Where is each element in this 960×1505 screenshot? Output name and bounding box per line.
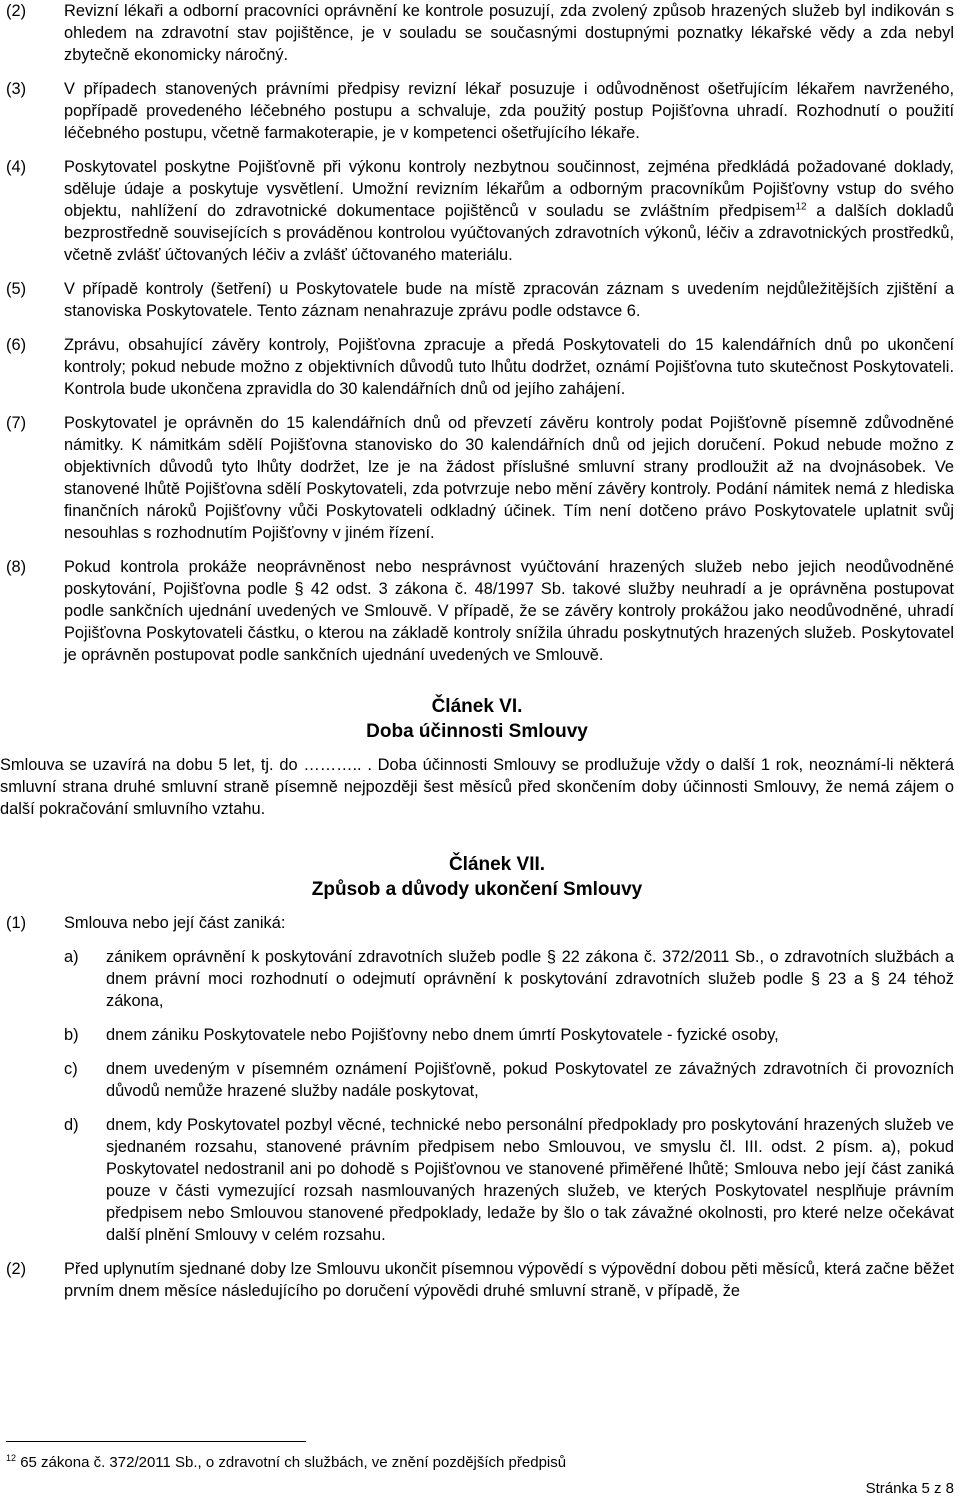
- paragraph-8: [0, 556, 954, 666]
- paragraph-text-cont: a dalších dokladů bezprostředně souvisejících s prováděnou kontrolou vyúčtovaných zdravotních výkonů, léčiv a zdravotnických prostředků, včetně zvlášť účtovaných léčiv a zvlášť účtovaného materiálu.: [64, 202, 954, 264]
- paragraph-7: [0, 412, 954, 544]
- list-text: dnem, kdy Poskytovatel pozbyl věcné, technické nebo personální předpoklady pro poskytování hrazených služeb ve sjednaném rozsahu, stanovené právním předpisem nebo Smlouvou, ve smyslu čl. III. odst. 2 písm. a), pokud Poskytovatel nedostranil ani po dohodě s Pojišťovnou ve stanovené přiměřené lhůtě; Smlouva nebo její část zaniká pouze v části vymezující rozsah nasmlouvaných hrazených služeb, ve kterých Poskytovatel nesplňuje právním předpisem nebo Smlouvou stanovené předpoklady, ledaže by šlo o tak závažné okolnosti, pro které nelze očekávat další plnění Smlouvy v celém rozsahu.: [106, 1116, 954, 1244]
- paragraph-number: (3): [6, 80, 27, 98]
- paragraph-5: [0, 278, 954, 322]
- list-item-d: [0, 1114, 954, 1246]
- list-letter: c): [64, 1060, 78, 1078]
- paragraph-text: Poskytovatel poskytne Pojišťovně při výkonu kontroly nezbytnou součinnost, zejména předkládá požadované doklady, sděluje údaje a poskytuje vysvětlení. Umožní revizním lékařům a odborným pracovníkům Pojišťovny vstup do svého objektu, nahlížení do zdravotnické dokumentace pojištěnců v souladu se zvláštním předpisem: [64, 158, 954, 220]
- list-letter: d): [64, 1116, 79, 1134]
- article-6: [0, 694, 954, 820]
- list-letter: a): [64, 948, 79, 966]
- paragraph-6: [0, 334, 954, 400]
- paragraph-text: Pokud kontrola prokáže neoprávněnost nebo nesprávnost vyúčtování hrazených služeb nebo jejich neodůvodněné poskytování, Pojišťovna podle § 42 odst. 3 zákona č. 48/1997 Sb. takové služby neuhradí a je oprávněna postupovat podle sankčních ujednání uvedených ve Smlouvě. V případě, že se závěry kontroly prokážou jako neodůvodněné, uhradí Pojišťovna Poskytovateli částku, o kterou na základě kontroly snížila úhradu poskytnutých hrazených služeb. Poskytovatel je oprávněn postupovat podle sankčních ujednání uvedených ve Smlouvě.: [64, 558, 954, 664]
- list-letter: b): [64, 1026, 79, 1044]
- list-item-a: [0, 946, 954, 1012]
- paragraph-3: [0, 78, 954, 144]
- paragraph-number: (5): [6, 280, 27, 298]
- footnote-text: 65 zákona č. 372/2011 Sb., o zdravotní ch službách, ve znění pozdějších předpisů: [20, 1454, 567, 1471]
- list-item-c: [0, 1058, 954, 1102]
- list-text: dnem zániku Poskytovatele nebo Pojišťovny nebo dnem úmrtí Poskytovatele - fyzické osoby,: [106, 1026, 779, 1044]
- footnote-separator: [6, 1441, 306, 1442]
- article-7-subtitle: Způsob a důvody ukončení Smlouvy: [311, 879, 643, 900]
- list-text: dnem uvedeným v písemném oznámení Pojišťovně, pokud Poskytovatel ze závažných zdravotních či provozních důvodů nemůže hrazené služby nadále poskytovat,: [106, 1060, 954, 1100]
- paragraph-number: (6): [6, 336, 27, 354]
- paragraph-4: [0, 156, 954, 266]
- paragraph-text: V případě kontroly (šetření) u Poskytovatele bude na místě zpracován záznam s uvedením nejdůležitějších zjištění a stanoviska Poskytovatele. Tento záznam nenahrazuje zprávu podle odstavce 6.: [64, 280, 954, 320]
- paragraph-number: (8): [6, 558, 27, 576]
- article-6-text: Smlouva se uzavírá na dobu 5 let, tj. do ……….. . Doba účinnosti Smlouvy se prodlužuje vždy o další 1 rok, neoznámí-li některá smluvní strana druhé smluvní straně písemně nejpozději šest měsíců před skončením doby účinnosti Smlouvy, že nemá zájem o další pokračování smluvního vztahu.: [0, 756, 954, 818]
- article-7: [0, 852, 954, 1302]
- paragraph-number: (2): [6, 2, 27, 20]
- paragraph-number: (2): [6, 1260, 27, 1278]
- list-item-b: [0, 1024, 954, 1046]
- page-number: Stránka 5 z 8: [865, 1480, 954, 1497]
- article-6-title: Článek VI.: [431, 696, 523, 717]
- paragraph-text: Zprávu, obsahující závěry kontroly, Pojišťovna zpracuje a předá Poskytovateli do 15 kalendářních dnů po ukončení kontroly; pokud nebude možno z objektivních důvodů tuto lhůtu dodržet, oznámí Pojišťovna tuto skutečnost Poskytovateli. Kontrola bude ukončena zpravidla do 30 kalendářních dnů od jejího zahájení.: [64, 336, 954, 398]
- paragraph-text: Revizní lékaři a odborní pracovníci oprávnění ke kontrole posuzují, zda zvolený způsob hrazených služeb byl indikován s ohledem na zdravotní stav pojištěnce, je v souladu se současnými dostupnými poznatky lékařské vědy a zda nebyl zbytečně ekonomicky náročný.: [64, 2, 954, 64]
- article-7-paragraph-1: [0, 912, 954, 934]
- list-text: zánikem oprávnění k poskytování zdravotních služeb podle § 22 zákona č. 372/2011 Sb., o zdravotních službách a dnem právní moci rozhodnutí o odejmutí oprávnění k poskytování zdravotních služeb podle § 23 a § 24 téhož zákona,: [106, 948, 954, 1010]
- paragraph-text: Smlouva nebo její část zaniká:: [64, 914, 286, 932]
- paragraph-number: (4): [6, 158, 27, 176]
- footnote-ref: 12: [795, 201, 807, 213]
- footnote: [6, 1454, 566, 1472]
- paragraph-text: V případech stanovených právními předpisy revizní lékař posuzuje i odůvodněnost ošetřujícím lékařem navrženého, popřípadě provedeného léčebného postupu a schvaluje, zda použitý postup Pojišťovna uhradí. Rozhodnutí o použití léčebného postupu, včetně farmakoterapie, je v kompetenci ošetřujícího lékaře.: [64, 80, 954, 142]
- paragraph-number: (1): [6, 914, 27, 932]
- paragraph-number: (7): [6, 414, 27, 432]
- paragraph-2: [0, 0, 954, 66]
- article-7-title: Článek VII.: [448, 854, 546, 875]
- article-7-paragraph-2: [0, 1258, 954, 1302]
- paragraph-text: Před uplynutím sjednané doby lze Smlouvu ukončit písemnou výpovědí s výpovědní dobou pěti měsíců, která začne běžet prvním dnem měsíce následujícího po doručení výpovědi druhé smluvní straně, v případě, že: [64, 1260, 954, 1300]
- footnote-number: 12: [6, 1453, 17, 1463]
- paragraph-text: Poskytovatel je oprávněn do 15 kalendářních dnů od převzetí závěru kontroly podat Pojišťovně písemně zdůvodněné námitky. K námitkám sdělí Pojišťovna stanovisko do 30 kalendářních dnů od jejich doručení. Pokud nebude možno z objektivních důvodů tyto lhůty dodržet, lze je na žádost příslušné smluvní strany prodloužit až na dvojnásobek. Ve stanovené lhůtě Pojišťovna sdělí Poskytovateli, zda potvrzuje nebo mění závěry kontroly. Podání námitek nemá z hlediska finančních nároků Pojišťovny vůči Poskytovateli odkladný účinek. Tím není dotčeno právo Poskytovatele uplatnit svůj nesouhlas s rozhodnutím Pojišťovny v jiném řízení.: [64, 414, 954, 542]
- article-6-subtitle: Doba účinnosti Smlouvy: [366, 721, 588, 742]
